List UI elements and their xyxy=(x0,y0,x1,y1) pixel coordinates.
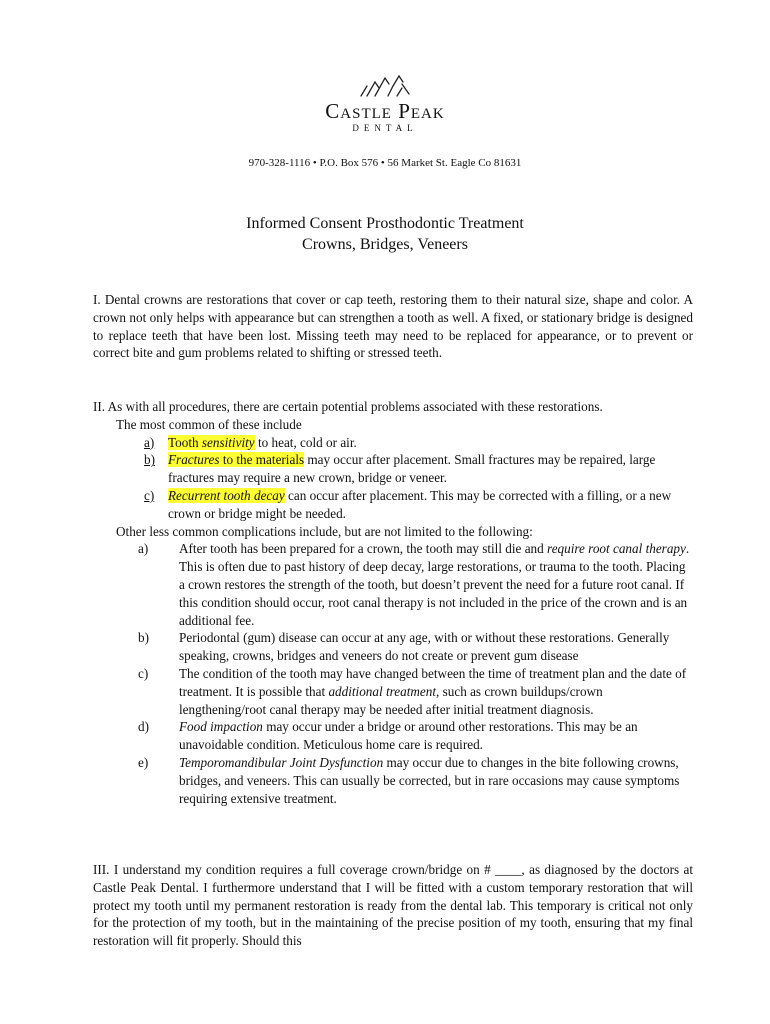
title-line-1: Informed Consent Prosthodontic Treatment xyxy=(246,215,524,232)
list-marker: e) xyxy=(138,754,149,770)
highlighted-text: Fractures to the materials xyxy=(168,452,305,468)
list-marker: c) xyxy=(144,487,155,503)
list-item: d) Food impaction may occur under a bridge or around other restorations. This may be an unavoidable condition. Meticulous home care is required. xyxy=(138,719,638,753)
list-item: a) Tooth sensitivity to heat, cold or air. xyxy=(144,434,357,450)
list-item: b) Fractures to the materials may occur after placement. Small fractures may be repaired, large fractures may require a new crown, bridge or veneer. xyxy=(144,452,656,486)
list-item: e) Temporomandibular Joint Dysfunction may occur due to changes in the bite following crowns, bridges, and veneers. This can usually be corrected, but in rare occasions may cause symptoms requiring extensive treatment. xyxy=(138,754,680,806)
list-marker: b) xyxy=(138,630,149,646)
list-item: b) Periodontal (gum) disease can occur at any age, with or without these restorations. Generally speaking, crowns, bridges and veneers do not create or prevent gum disease xyxy=(138,630,670,664)
document-title xyxy=(0,213,770,255)
list-marker: a) xyxy=(138,541,149,557)
mountain-icon xyxy=(355,72,415,98)
castle-peak-logo xyxy=(305,72,465,142)
logo-name: Castle Peak xyxy=(325,99,445,123)
practice-address: 970-328-1116 • P.O. Box 576 • 56 Market St. Eagle Co 81631 xyxy=(248,157,522,169)
section-2-intro: II. As with all procedures, there are certain potential problems associated with these restorations. xyxy=(93,399,603,414)
section-1-paragraph: I. Dental crowns are restorations that cover or cap teeth, restoring them to their natural size, shape and color. A crown not only helps with appearance but can strengthen a tooth as well. A fixed, or stationary bridge is designed to replace teeth that have been lost. Missing teeth may need to be replaced for appearance, or to prevent or correct bite and gum problems related to shifting or stressed teeth. xyxy=(93,292,693,361)
list-marker: a) xyxy=(144,434,155,450)
list-item: c) The condition of the tooth may have changed between the time of treatment plan and the date of treatment. It is possible that additional treatment, such as crown buildups/crown lengthening/root canal therapy may be needed after initial treatment diagnosis. xyxy=(138,665,687,717)
logo-subtitle: DENTAL xyxy=(352,123,418,133)
list-marker: c) xyxy=(138,665,149,681)
highlighted-text: Tooth sensitivity xyxy=(168,434,255,450)
common-problems-list xyxy=(93,434,693,523)
list-item: c) Recurrent tooth decay can occur after placement. This may be corrected with a filling, or a new crown or bridge might be needed. xyxy=(144,487,672,521)
section-2 xyxy=(93,398,693,807)
title-line-2: Crowns, Bridges, Veneers xyxy=(302,236,468,253)
section-2-intro-continued: The most common of these include xyxy=(116,416,302,432)
other-complications-intro: Other less common complications include, but are not limited to the following: xyxy=(116,523,533,539)
list-item: a) After tooth has been prepared for a crown, the tooth may still die and require root canal therapy. This is often due to past history of deep decay, large restorations, or trauma to the tooth. Placing a crown restores the strength of the tooth, but doesn’t prevent the need for a future root canal. If this condition should occur, root canal therapy is not included in the price of the crown and is an additional fee. xyxy=(138,541,690,628)
other-complications-list xyxy=(93,540,693,807)
list-marker: b) xyxy=(144,452,155,468)
list-marker: d) xyxy=(138,719,149,735)
highlighted-text: Recurrent tooth decay xyxy=(168,487,285,503)
section-3-paragraph: III. I understand my condition requires a full coverage crown/bridge on # ____, as diagnosed by the doctors at Castle Peak Dental. I furthermore understand that I will be fitted with a custom temporary restoration that will protect my tooth until my permanent restoration is ready from the dental lab. This temporary is critical not only for the protection of my tooth, but in the maintaining of the precise position of my tooth, ensuring that my final restoration will fit properly. Should this xyxy=(93,862,693,949)
